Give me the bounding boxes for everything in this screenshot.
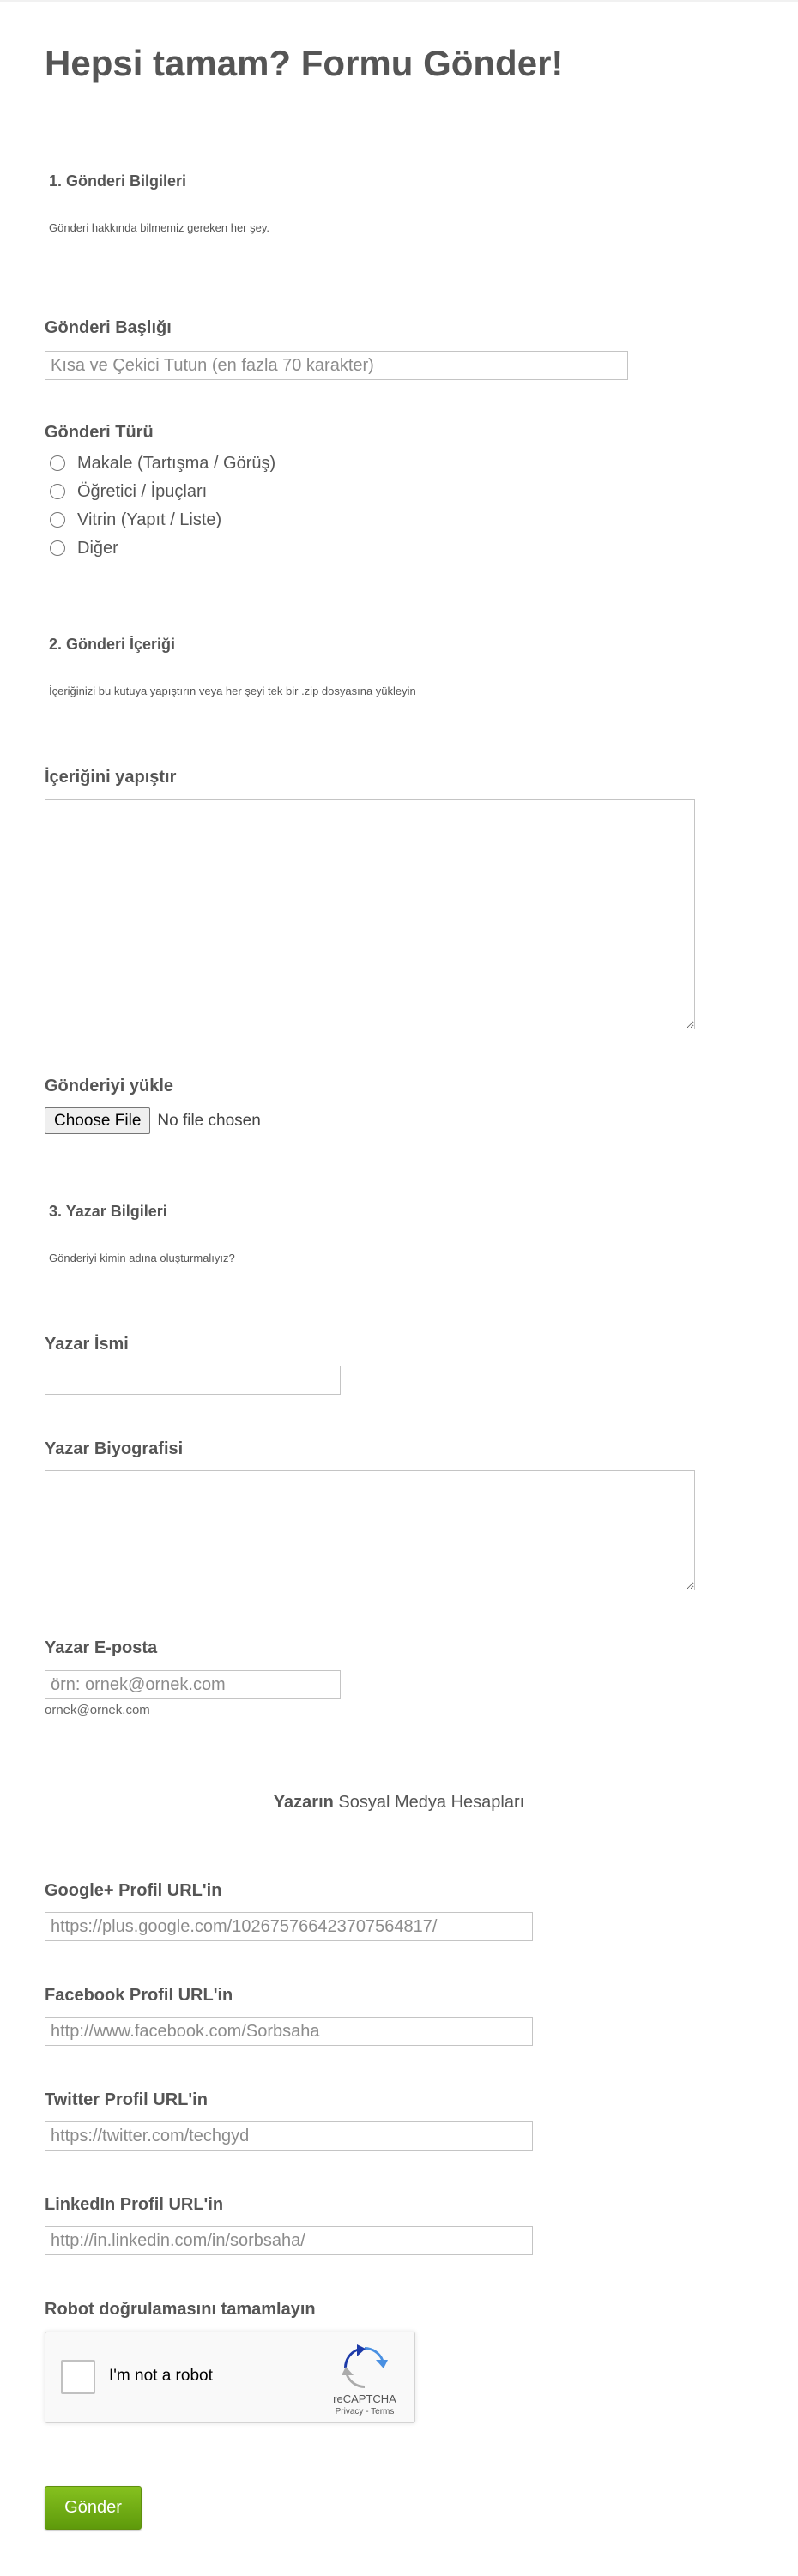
author-email-input[interactable] xyxy=(45,1670,341,1699)
author-name-input[interactable] xyxy=(45,1366,341,1395)
radio-option-article[interactable] xyxy=(50,452,275,474)
recaptcha-terms-link[interactable]: Terms xyxy=(371,2407,395,2416)
radio-other[interactable] xyxy=(50,540,65,556)
section-description-post-content: İçeriğinizi bu kutuya yapıştırın veya her şeyi tek bir .zip dosyasına yükleyin xyxy=(49,685,416,697)
recaptcha-links xyxy=(329,2407,401,2416)
radio-option-tutorial[interactable] xyxy=(50,480,275,503)
top-border xyxy=(0,0,798,2)
recaptcha-brand: reCAPTCHA xyxy=(333,2392,396,2405)
author-name-label: Yazar İsmi xyxy=(45,1335,129,1354)
author-bio-textarea[interactable] xyxy=(45,1470,695,1590)
page-title: Hepsi tamam? Formu Gönder! xyxy=(45,43,564,83)
radio-option-other[interactable] xyxy=(50,537,275,559)
recaptcha-widget xyxy=(45,2332,415,2423)
social-heading-bold: Yazarın xyxy=(273,1793,334,1812)
facebook-profile-label: Facebook Profil URL'in xyxy=(45,1986,233,2005)
facebook-profile-input[interactable] xyxy=(45,2017,533,2046)
file-upload xyxy=(45,1107,261,1134)
recaptcha-logo-icon xyxy=(342,2344,388,2391)
social-heading-rest: Sosyal Medya Hesapları xyxy=(338,1793,525,1812)
upload-label: Gönderiyi yükle xyxy=(45,1077,174,1095)
paste-content-label: İçeriğini yapıştır xyxy=(45,768,177,787)
section-description-author-info: Gönderiyi kimin adına oluşturmalıyız? xyxy=(49,1252,235,1264)
post-title-input[interactable] xyxy=(45,351,628,380)
google-profile-label: Google+ Profil URL'in xyxy=(45,1881,222,1900)
linkedin-profile-input[interactable] xyxy=(45,2226,533,2255)
radio-option-showcase[interactable] xyxy=(50,509,275,531)
linkedin-profile-label: LinkedIn Profil URL'in xyxy=(45,2195,224,2214)
radio-showcase[interactable] xyxy=(50,512,65,528)
paste-content-textarea[interactable] xyxy=(45,799,695,1029)
post-type-label: Gönderi Türü xyxy=(45,423,154,442)
file-status-text: No file chosen xyxy=(157,1111,261,1130)
post-type-radio-group xyxy=(50,452,275,559)
author-email-label: Yazar E-posta xyxy=(45,1638,158,1657)
captcha-label: Robot doğrulamasını tamamlayın xyxy=(45,2300,316,2319)
recaptcha-checkbox-text: I'm not a robot xyxy=(109,2367,213,2385)
twitter-profile-label: Twitter Profil URL'in xyxy=(45,2090,208,2109)
radio-tutorial[interactable] xyxy=(50,484,65,499)
post-title-label: Gönderi Başlığı xyxy=(45,318,172,337)
section-description-post-info: Gönderi hakkında bilmemiz gereken her şey. xyxy=(49,221,269,234)
section-title-author-info: 3. Yazar Bilgileri xyxy=(49,1203,167,1220)
recaptcha-checkbox[interactable] xyxy=(61,2360,95,2394)
social-accounts-heading xyxy=(0,1793,798,1813)
twitter-profile-input[interactable] xyxy=(45,2121,533,2151)
radio-label-tutorial: Öğretici / İpuçları xyxy=(77,481,208,501)
radio-label-article: Makale (Tartışma / Görüş) xyxy=(77,453,276,473)
radio-label-other: Diğer xyxy=(77,538,118,558)
google-profile-input[interactable] xyxy=(45,1912,533,1941)
section-title-post-content: 2. Gönderi İçeriği xyxy=(49,636,176,653)
author-email-hint: ornek@ornek.com xyxy=(45,1703,150,1717)
submit-button[interactable]: Gönder xyxy=(45,2486,142,2530)
radio-label-showcase: Vitrin (Yapıt / Liste) xyxy=(77,510,222,529)
choose-file-button[interactable]: Choose File xyxy=(45,1107,150,1134)
recaptcha-privacy-link[interactable]: Privacy xyxy=(335,2407,364,2416)
radio-article[interactable] xyxy=(50,455,65,471)
author-bio-label: Yazar Biyografisi xyxy=(45,1439,184,1458)
recaptcha-link-separator: - xyxy=(363,2407,372,2416)
section-title-post-info: 1. Gönderi Bilgileri xyxy=(49,172,187,190)
